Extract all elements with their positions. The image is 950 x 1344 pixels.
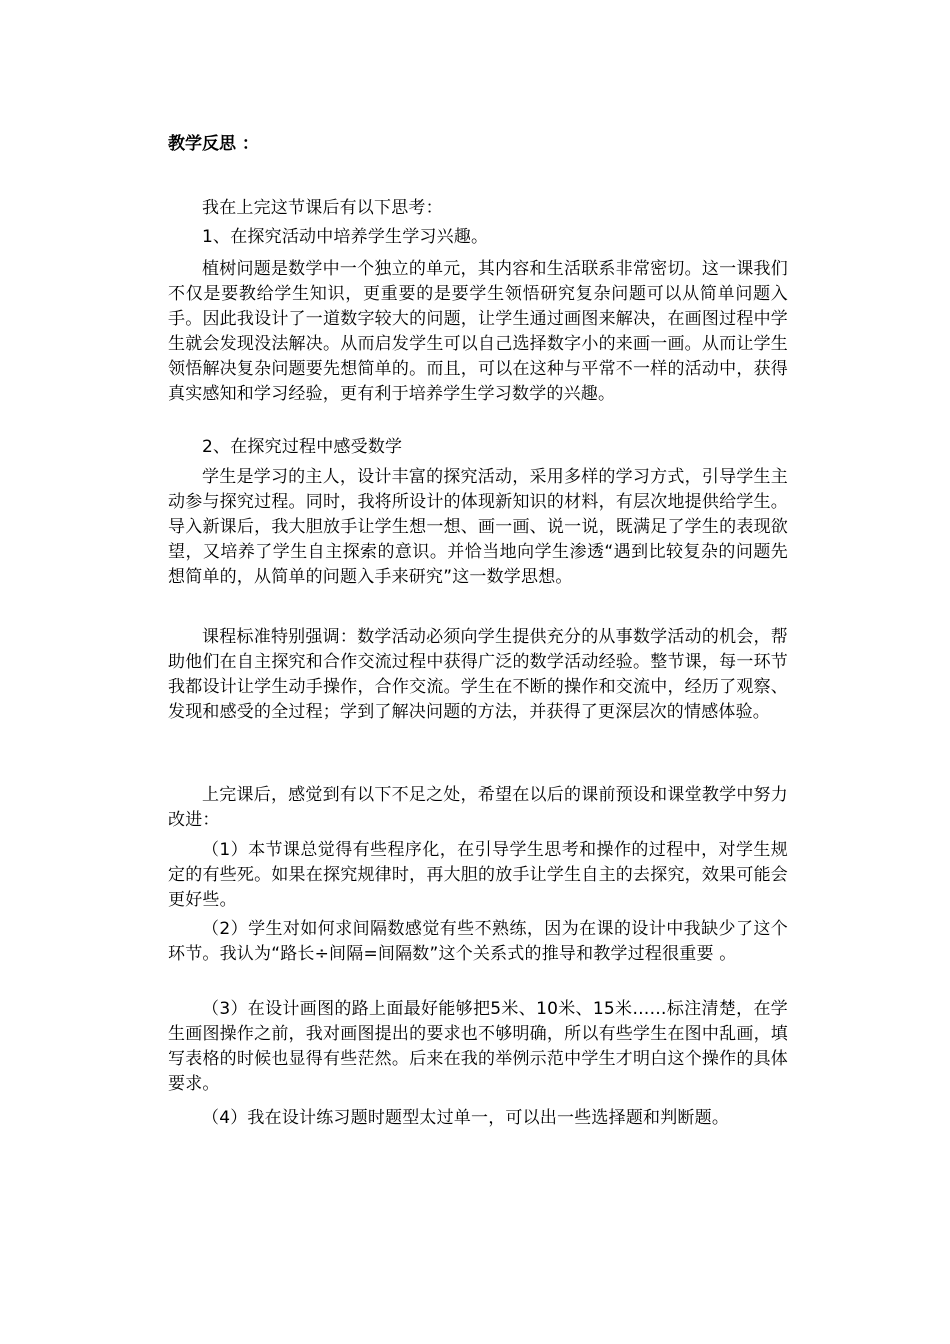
- section-1-paragraph: 植树问题是数学中一个独立的单元，其内容和生活联系非常密切。这一课我们不仅是要教给学生知识，更重要的是要学生领悟研究复杂问题可以从简单问题入手。因此我设计了一道数字较大的问题，让学生通过画图来解决，在画图过程中学生就会发现没法解决。从而启发学生可以自己选择数字小的来画一画。从而让学生领悟解决复杂问题要先想简单的。而且，可以在这种与平常不一样的活动中，获得真实感知和学习经验，更有利于培养学生学习数学的兴趣。: [168, 259, 788, 404]
- shortcoming-point-1: （1）本节课总觉得有些程序化，在引导学生思考和操作的过程中，对学生规定的有些死。如果在探究规律时，再大胆的放手让学生自主的去探究，效果可能会更好些。: [168, 840, 788, 910]
- section-1-heading: 1、在探究活动中培养学生学习兴趣。: [202, 227, 489, 247]
- section-2-heading: 2、在探究过程中感受数学: [202, 437, 403, 457]
- shortcoming-point-4: （4）我在设计练习题时题型太过单一，可以出一些选择题和判断题。: [202, 1108, 730, 1128]
- shortcomings-intro: 上完课后，感觉到有以下不足之处，希望在以后的课前预设和课堂教学中努力改进：: [168, 785, 788, 830]
- document-title: 教学反思 ：: [168, 134, 259, 154]
- shortcoming-point-2: （2）学生对如何求间隔数感觉有些不熟练，因为在课的设计中我缺少了这个环节。我认为“路长÷间隔=间隔数”这个关系式的推导和教学过程很重要 。: [168, 919, 788, 964]
- section-2-paragraph-2: 课程标准特别强调：数学活动必须向学生提供充分的从事数学活动的机会，帮助他们在自主探究和合作交流过程中获得广泛的数学活动经验。整节课，每一环节我都设计让学生动手操作，合作交流。学生在不断的操作和交流中，经历了观察、发现和感受的全过程；学到了解决问题的方法，并获得了更深层次的情感体验。: [168, 627, 788, 722]
- shortcoming-point-3: （3）在设计画图的路上面最好能够把5米、10米、15米……标注清楚，在学生画图操作之前，我对画图提出的要求也不够明确，所以有些学生在图中乱画，填写表格的时候也显得有些茫然。后来在我的举例示范中学生才明白这个操作的具体要求。: [168, 999, 788, 1094]
- document-page: [168, 0, 788, 1344]
- section-2-paragraph-1: 学生是学习的主人，设计丰富的探究活动，采用多样的学习方式，引导学生主动参与探究过程。同时，我将所设计的体现新知识的材料，有层次地提供给学生。导入新课后，我大胆放手让学生想一想、画一画、说一说，既满足了学生的表现欲望，又培养了学生自主探索的意识。并恰当地向学生渗透“遇到比较复杂的问题先想简单的，从简单的问题入手来研究”这一数学思想。: [168, 467, 788, 587]
- intro-paragraph: 我在上完这节课后有以下思考：: [202, 198, 443, 218]
